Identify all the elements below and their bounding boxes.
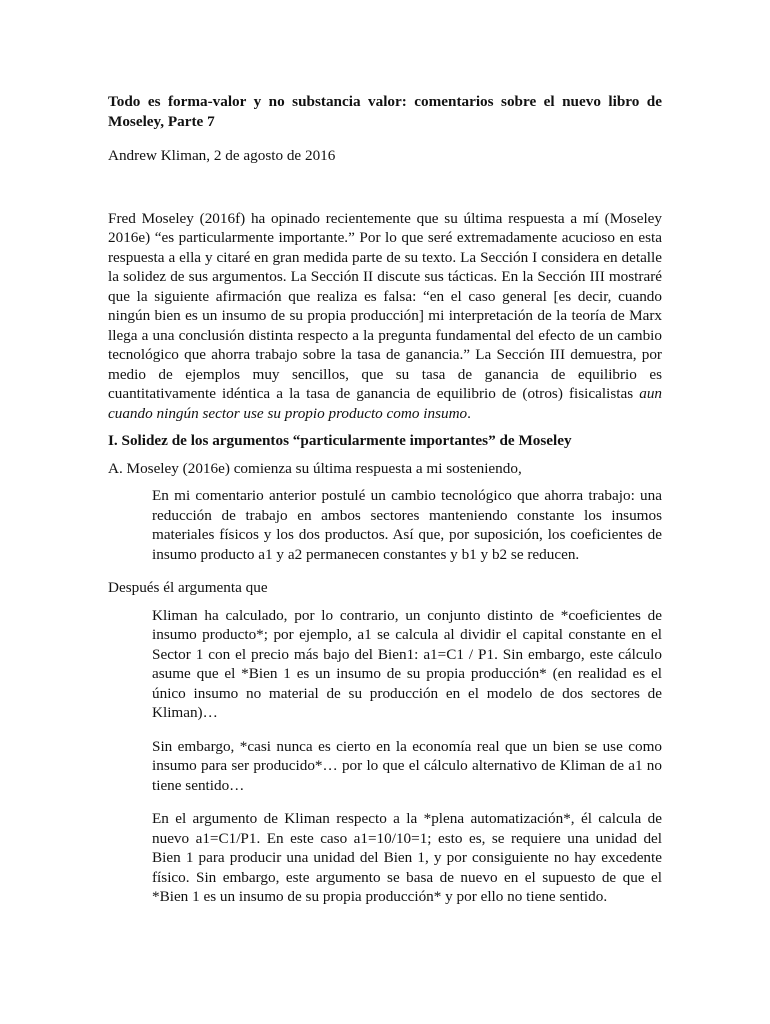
document-body: [108, 92, 662, 921]
block-quote-2: Kliman ha calculado, por lo contrario, un conjunto distinto de *coeficientes de insumo producto*; por ejemplo, a1 se calcula al dividir el capital constante en el Sector 1 con el precio más bajo del Bien1: a1=C1 / P1. Sin embargo, este cálculo asume que el *Bien 1 es un insumo de su propia producción* (en realidad es el único insumo no material de su producción en el modelo de dos sectores de Kliman)…: [152, 606, 662, 721]
intro-text: Fred Moseley (2016f) ha opinado recientemente que su última respuesta a mí (Moseley 2016e) “es particularmente importante.” Por lo que seré extremadamente acucioso en esta respuesta a ella y citaré en gran medida parte de su texto. La Sección I considera en detalle la solidez de sus argumentos. La Sección II discute sus tácticas. En la Sección III mostraré que la siguiente afirmación que realiza es falsa: “en el caso general [es decir, cuando ningún bien es un insumo de su propia producción] mi interpretación de la teoría de Marx llega a una conclusión distinta respecto a la pregunta fundamental del efecto de un cambio tecnológico que ahorra trabajo sobre la tasa de ganancia.” La Sección III demuestra, por medio de ejemplos muy sencillos, que su tasa de ganancia de equilibrio es cuantitativamente idéntica a la tasa de ganancia de equilibrio de (otros) fisicalistas: [108, 209, 662, 402]
section-heading-1: I. Solidez de los argumentos “particularmente importantes” de Moseley: [108, 432, 572, 449]
after-quote-text: Después él argumenta que: [108, 579, 268, 596]
block-quote-4: En el argumento de Kliman respecto a la *plena automatización*, él calcula de nuevo a1=C1/P1. En este caso a1=10/10=1; esto es, se requiere una unidad del Bien 1 para producir una unidad del Bien 1, y por consiguiente no hay excedente físico. Sin embargo, este argumento se basa de nuevo en el supuesto de que el *Bien 1 es un insumo de su propia producción* y por ello no tiene sentido.: [152, 810, 662, 905]
intro-paragraph: [108, 209, 662, 424]
intro-end: .: [467, 404, 471, 422]
intro-italic-phrase: aun cuando ningún sector use su propio producto como insumo: [108, 385, 662, 422]
author-date-line: Andrew Kliman, 2 de agosto de 2016: [108, 147, 336, 164]
block-quote-1: En mi comentario anterior postulé un cambio tecnológico que ahorra trabajo: una reducción de trabajo en ambos sectores manteniendo constante los insumos materiales físicos y los dos productos. Así que, por suposición, los coeficientes de insumo producto a1 y a2 permanecen constantes y b1 y b2 se reducen.: [152, 487, 662, 563]
document-title: Todo es forma-valor y no substancia valor: comentarios sobre el nuevo libro de Moseley, Parte 7: [108, 93, 662, 130]
block-quote-3: Sin embargo, *casi nunca es cierto en la economía real que un bien se use como insumo para ser producido*… por lo que el cálculo alternativo de Kliman de a1 no tiene sentido…: [152, 737, 662, 794]
section-1-intro: A. Moseley (2016e) comienza su última respuesta a mi sosteniendo,: [108, 459, 522, 477]
